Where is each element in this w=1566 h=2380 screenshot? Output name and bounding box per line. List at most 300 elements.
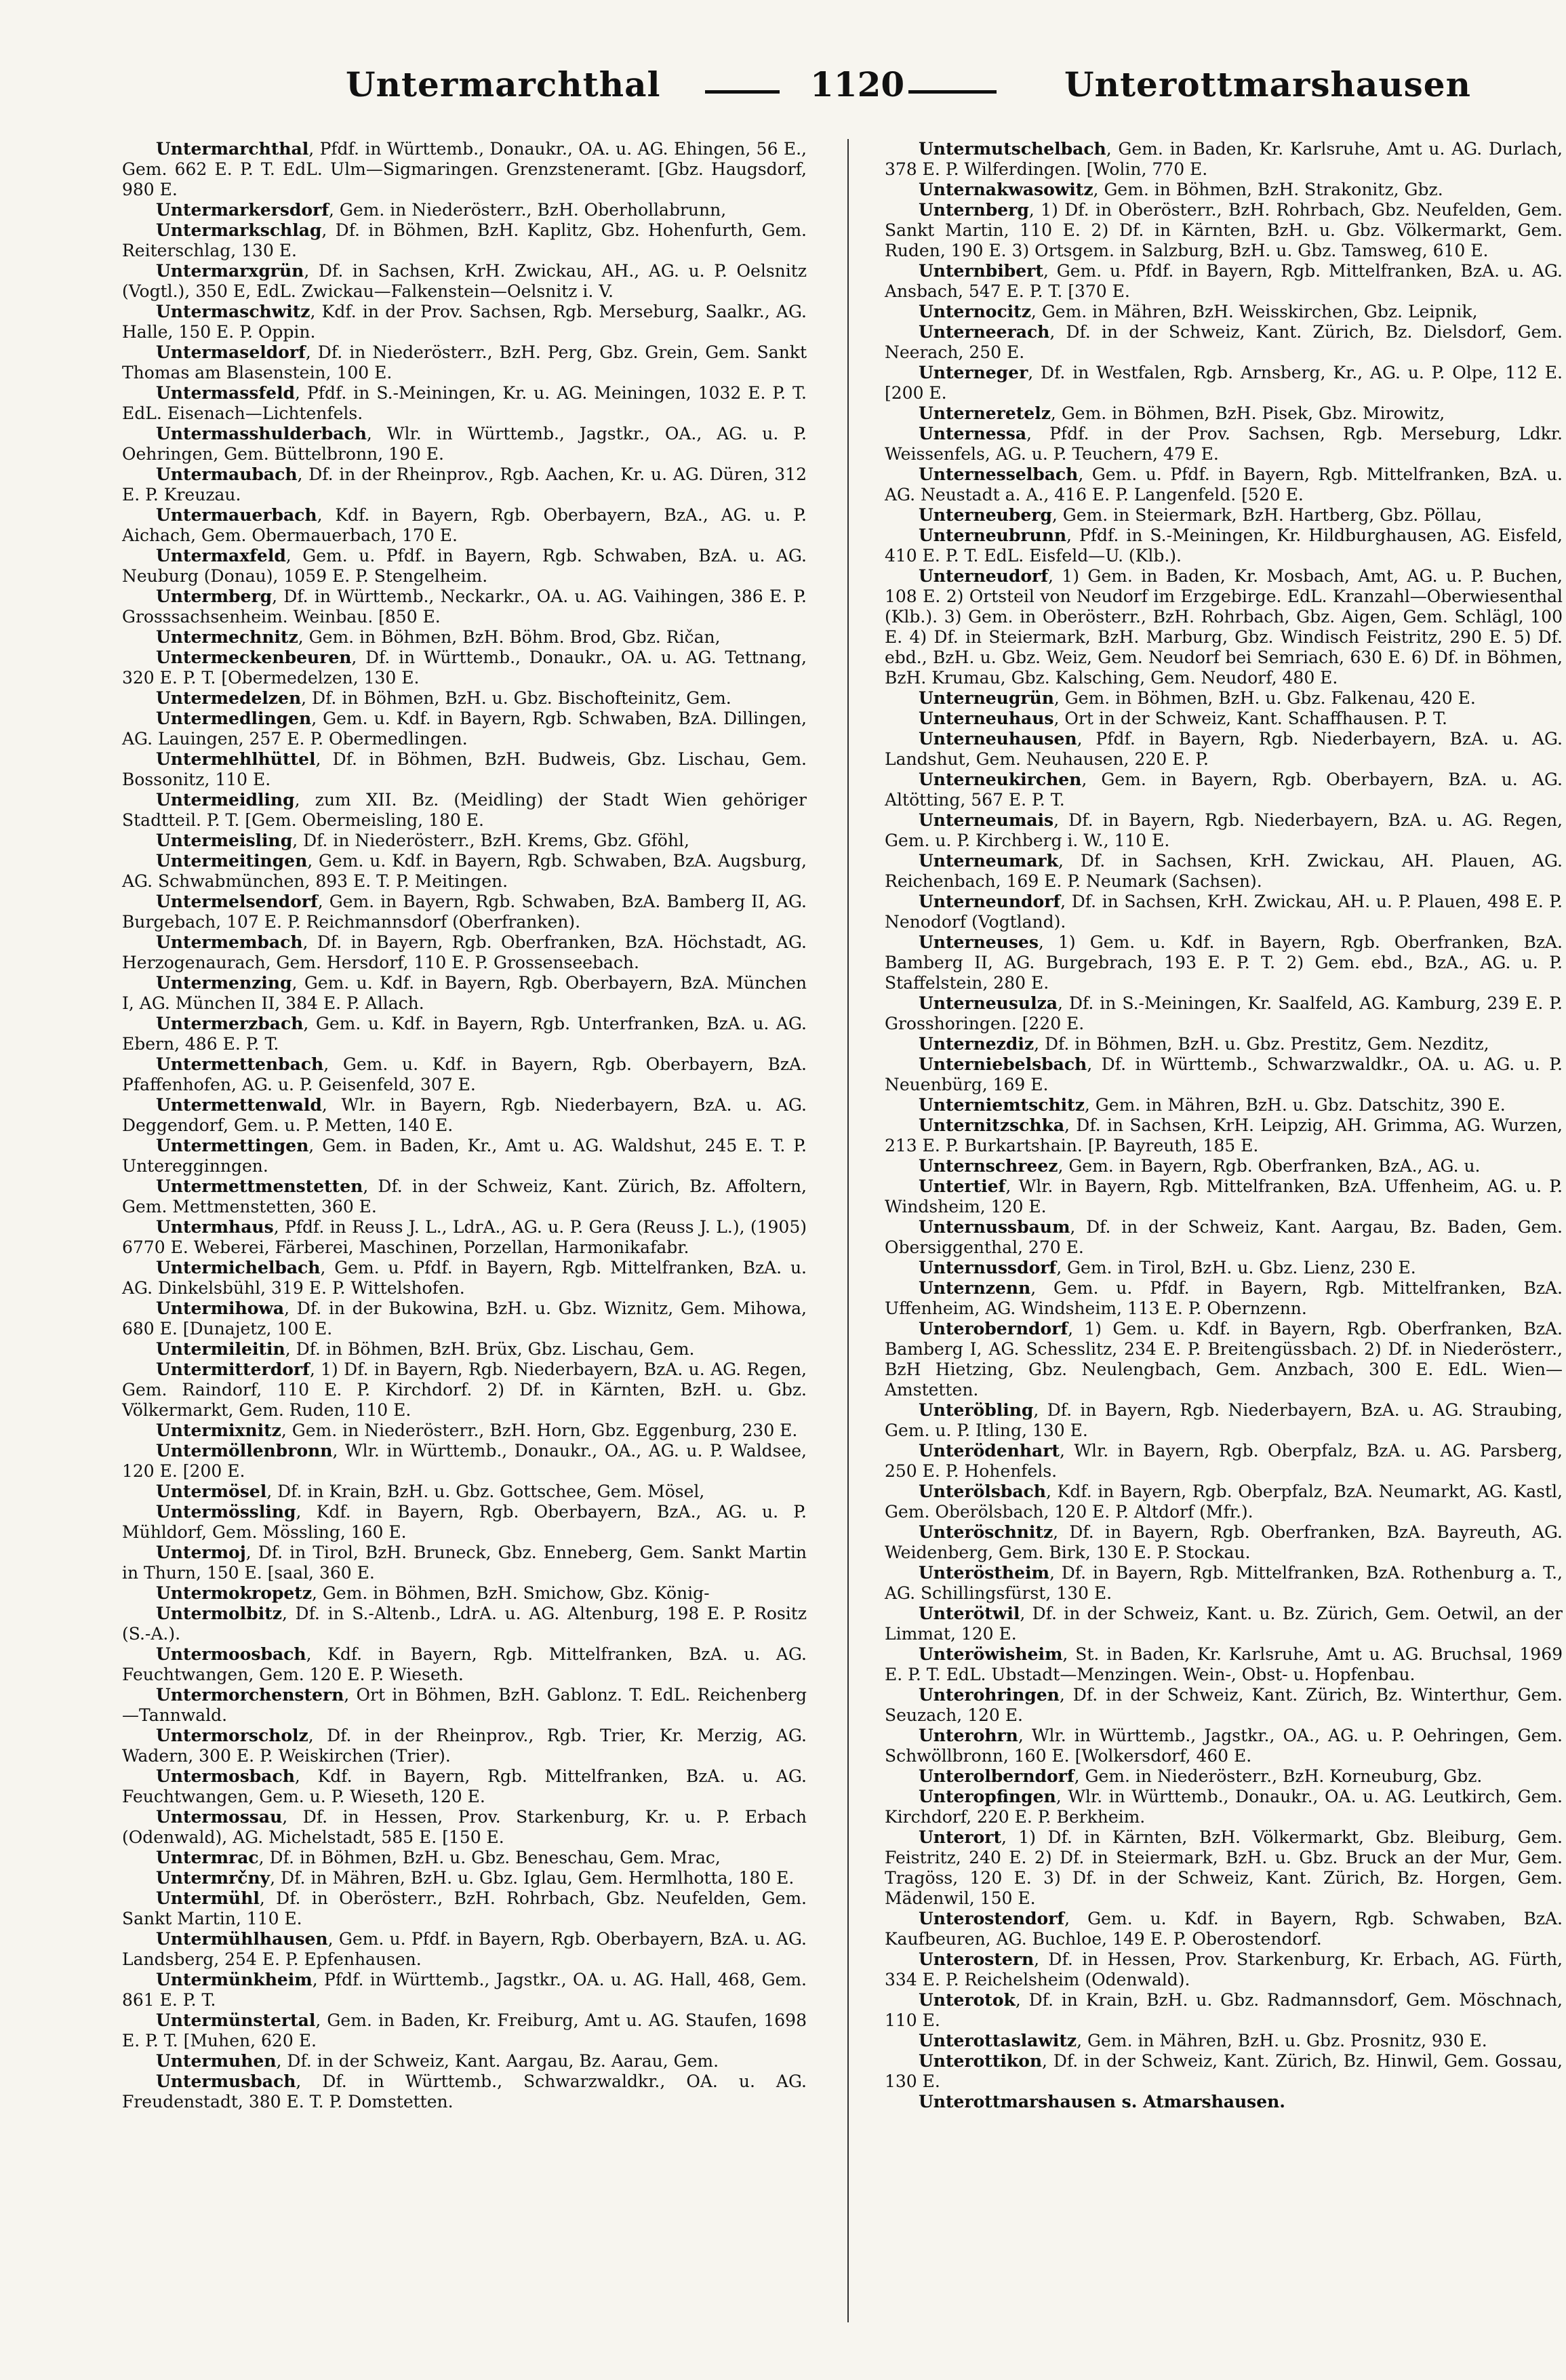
entry-text: , Kdf. in Bayern, Rgb. Oberbayern, BzA., AG. u. P. Mühldorf, Gem. Mössling, 160 E.	[122, 1502, 807, 1542]
entry-headword: Untermarkersdorf	[156, 200, 329, 220]
gazetteer-entry	[885, 1563, 1563, 1604]
column-divider	[847, 139, 849, 2322]
entry-headword: Unterohrn	[919, 1726, 1018, 1745]
entry-text: , Df. in Böhmen, BzH. u. Gbz. Prestitz, Gem. Nezditz,	[1034, 1034, 1489, 1054]
gazetteer-entry	[885, 729, 1563, 770]
gazetteer-entry	[885, 993, 1563, 1034]
entry-text: , 1) Df. in Oberösterr., BzH. Rohrbach, Gbz. Neufelden, Gem. Sankt Martin, 110 E. 2) Df. in Kärnten, BzH. u. Gbz. Völkermarkt, Gem. Ruden, 190 E. 3) Ortsgem. in Salzburg, BzH. u. Gbz. Tamsweg, 610 E.	[885, 200, 1563, 260]
gazetteer-entry	[122, 261, 807, 302]
gazetteer-entry	[122, 749, 807, 790]
gazetteer-entry	[885, 770, 1563, 810]
entry-text: , Df. in der Schweiz, Kant. Zürich, Bz. Hinwil, Gem. Gossau, 130 E.	[885, 2051, 1563, 2091]
entry-headword: Untermeckenbeuren	[156, 648, 352, 667]
entry-headword: Unterohringen	[919, 1685, 1060, 1705]
entry-text: , Df. in der Schweiz, Kant. Aargau, Bz. Baden, Gem. Obersiggenthal, 270 E.	[885, 1217, 1563, 1257]
gazetteer-entry	[885, 1441, 1563, 1482]
entry-text: , Pfdf. in S.-Meiningen, Kr. Hildburghausen, AG. Eisfeld, 410 E. P. T. EdL. Eisfeld—U. (Klb.).	[885, 525, 1563, 566]
gazetteer-entry	[122, 424, 807, 464]
entry-text: , Gem. u. Kdf. in Bayern, Rgb. Schwaben, BzA. Augsburg, AG. Schwabmünchen, 893 E. T. P. Meitingen.	[122, 851, 807, 891]
entry-headword: Untermberg	[156, 587, 273, 606]
gazetteer-entry	[885, 1604, 1563, 1644]
entry-headword: Unternzenn	[919, 1278, 1031, 1298]
gazetteer-entry	[885, 525, 1563, 566]
entry-text: , Gem. in Bayern, Rgb. Schwaben, BzA. Bamberg II, AG. Burgebach, 107 E. P. Reichmannsdorf (Oberfranken).	[122, 892, 807, 932]
gazetteer-entry	[885, 566, 1563, 688]
gazetteer-entry	[885, 1990, 1563, 2031]
entry-headword: Unteröschnitz	[919, 1522, 1053, 1542]
entry-text: , Df. in Böhmen, BzH. u. Gbz. Beneschau, Gem. Mrac,	[258, 1848, 721, 1867]
entry-text: , Kdf. in Bayern, Rgb. Mittelfranken, BzA. u. AG. Feuchtwangen, Gem. 120 E. P. Wieseth.	[122, 1644, 807, 1684]
gazetteer-entry	[885, 1685, 1563, 1726]
gazetteer-entry	[122, 2010, 807, 2051]
entry-headword: Untermössling	[156, 1502, 296, 1522]
entry-headword: Untermöllenbronn	[156, 1441, 333, 1461]
entry-headword: Untermoj	[156, 1543, 246, 1562]
entry-headword: Unterneuberg	[919, 505, 1052, 525]
gazetteer-entry	[122, 1807, 807, 1848]
entry-text: , Pfdf. in der Prov. Sachsen, Rgb. Merseburg, Ldkr. Weissenfels, AG. u. P. Teuchern, 479 E.	[885, 424, 1563, 464]
gazetteer-entry	[122, 587, 807, 627]
entry-text: , 1) Gem. u. Kdf. in Bayern, Rgb. Oberfranken, BzA. Bamberg II, AG. Burgebrach, 193 E. P. T. 2) Gem. ebd., BzA., AG. u. P. Staffelstein, 280 E.	[885, 932, 1563, 993]
gazetteer-entry	[122, 709, 807, 749]
entry-headword: Untermarchthal	[156, 139, 309, 159]
entry-headword: Untermorscholz	[156, 1726, 308, 1745]
entry-headword: Unterolberndorf	[919, 1766, 1075, 1786]
entry-headword: Unterottmarshausen s. Atmarshausen.	[919, 2092, 1285, 2111]
gazetteer-entry	[122, 688, 807, 709]
gazetteer-entry	[122, 1970, 807, 2010]
entry-text: , Df. in Tirol, BzH. Bruneck, Gbz. Enneberg, Gem. Sankt Martin in Thurn, 150 E. [saal, 360 E.	[122, 1543, 807, 1583]
entry-text: , Df. in Krain, BzH. u. Gbz. Radmannsdorf, Gem. Möschnach, 110 E.	[885, 1990, 1563, 2030]
entry-headword: Untermechnitz	[156, 627, 298, 647]
entry-text: , Df. in Sachsen, KrH. Zwickau, AH. Plauen, AG. Reichenbach, 169 E. P. Neumark (Sachsen).	[885, 851, 1563, 891]
entry-headword: Unteropfingen	[919, 1787, 1056, 1806]
page-header	[0, 64, 1566, 125]
entry-headword: Untermettenwald	[156, 1095, 322, 1115]
gazetteer-entry	[885, 1278, 1563, 1319]
entry-text: , Gem. in Niederösterr., BzH. Horn, Gbz. Eggenburg, 230 E.	[281, 1421, 798, 1440]
entry-text: , Wlr. in Bayern, Rgb. Oberpfalz, BzA. u. AG. Parsberg, 250 E. P. Hohenfels.	[885, 1441, 1563, 1481]
entry-text: , Kdf. in der Prov. Sachsen, Rgb. Merseburg, Saalkr., AG. Halle, 150 E. P. Oppin.	[122, 302, 807, 342]
gazetteer-entry	[885, 261, 1563, 302]
entry-text: , Kdf. in Bayern, Rgb. Oberbayern, BzA., AG. u. P. Aichach, Gem. Obermauerbach, 170 E.	[122, 505, 807, 545]
gazetteer-entry	[122, 1644, 807, 1685]
entry-text: , Wlr. in Bayern, Rgb. Mittelfranken, BzA. Uffenheim, AG. u. P. Windsheim, 120 E.	[885, 1176, 1563, 1216]
entry-text: , Gem. u. Pfdf. in Bayern, Rgb. Schwaben, BzA. u. AG. Neuburg (Donau), 1059 E. P. Stengelheim.	[122, 546, 807, 586]
entry-headword: Untermedelzen	[156, 688, 302, 708]
entry-headword: Untermelsendorf	[156, 892, 318, 911]
entry-text: , Gem. u. Pfdf. in Bayern, Rgb. Mittelfranken, BzA. u. AG. Dinkelsbühl, 319 E. P. Wittelshofen.	[122, 1258, 807, 1298]
entry-text: , Df. in Bayern, Rgb. Oberfranken, BzA. Höchstadt, AG. Herzogenaurach, Gem. Hersdorf, 110 E. P. Grossenseebach.	[122, 932, 807, 972]
entry-text: , Gem. u. Pfdf. in Bayern, Rgb. Mittelfranken, BzA. Uffenheim, AG. Windsheim, 113 E. P. Obernzenn.	[885, 1278, 1563, 1318]
gazetteer-entry	[122, 383, 807, 424]
entry-headword: Unteroberndorf	[919, 1319, 1068, 1338]
gazetteer-entry	[122, 220, 807, 261]
gazetteer-entry	[122, 2051, 807, 2071]
gazetteer-entry	[885, 1400, 1563, 1441]
entry-headword: Untermühlhausen	[156, 1929, 328, 1949]
entry-text: , Df. in der Schweiz, Kant. Zürich, Bz. Dielsdorf, Gem. Neerach, 250 E.	[885, 322, 1563, 362]
entry-headword: Untermaxfeld	[156, 546, 286, 566]
gazetteer-entry	[122, 1054, 807, 1095]
left-column	[122, 139, 807, 2112]
entry-headword: Untermeitingen	[156, 851, 308, 871]
entry-headword: Untermrac	[156, 1848, 259, 1867]
entry-text: , Wlr. in Württemb., Jagstkr., OA., AG. u. P. Oehringen, Gem. Schwöllbronn, 160 E. [Wolkersdorf, 460 E.	[885, 1726, 1563, 1766]
entry-headword: Untermehlhüttel	[156, 749, 316, 769]
gazetteer-entry	[122, 464, 807, 505]
entry-headword: Unterneugrün	[919, 688, 1054, 708]
entry-headword: Unternschreez	[919, 1156, 1058, 1176]
gazetteer-entry	[122, 1136, 807, 1176]
entry-headword: Untermileitin	[156, 1339, 285, 1359]
gazetteer-entry	[885, 688, 1563, 709]
entry-headword: Untermorchenstern	[156, 1685, 344, 1705]
entry-headword: Untermettenbach	[156, 1054, 324, 1074]
gazetteer-entry	[885, 1726, 1563, 1766]
gazetteer-entry	[885, 322, 1563, 363]
entry-text: , Pfdf. in Reuss J. L., LdrA., AG. u. P. Gera (Reuss J. L.), (1905) 6770 E. Weberei, Färberei, Maschinen, Porzellan, Harmonikafabr.	[122, 1217, 807, 1257]
entry-text: , Df. in Krain, BzH. u. Gbz. Gottschee, Gem. Mösel,	[266, 1482, 705, 1501]
entry-headword: Untermutschelbach	[919, 139, 1106, 159]
entry-headword: Unternussdorf	[919, 1258, 1057, 1277]
entry-text: , Df. in Bayern, Rgb. Mittelfranken, BzA. Rothenburg a. T., AG. Schillingsfürst, 130 E.	[885, 1563, 1563, 1603]
entry-headword: Unterottaslawitz	[919, 2031, 1077, 2050]
entry-headword: Untermauerbach	[156, 505, 317, 525]
entry-headword: Untermasshulderbach	[156, 424, 367, 443]
entry-headword: Untermünkheim	[156, 1970, 313, 1989]
entry-text: , Gem. u. Kdf. in Bayern, Rgb. Schwaben, BzA. Kaufbeuren, AG. Buchloe, 149 E. P. Oberostendorf.	[885, 1909, 1563, 1949]
entry-headword: Untermeisling	[156, 831, 293, 850]
entry-headword: Unterötwil	[919, 1604, 1020, 1623]
gazetteer-entry	[885, 810, 1563, 851]
entry-text: , St. in Baden, Kr. Karlsruhe, Amt u. AG. Bruchsal, 1969 E. P. T. EdL. Ubstadt—Menzingen. Wein-, Obst- u. Hopfenbau.	[885, 1644, 1563, 1684]
entry-text: , Kdf. in Bayern, Rgb. Mittelfranken, BzA. u. AG. Feuchtwangen, Gem. u. P. Wieseth, 120 E.	[122, 1766, 807, 1806]
gazetteer-entry	[885, 1054, 1563, 1095]
entry-headword: Unterottikon	[919, 2051, 1043, 2071]
gazetteer-entry	[885, 709, 1563, 729]
entry-text: , Df. in Sachsen, KrH. Leipzig, AH. Grimma, AG. Wurzen, 213 E. P. Burkartshain. [P. Bayreuth, 185 E.	[885, 1115, 1563, 1155]
entry-text: , Df. in Mähren, BzH. u. Gbz. Iglau, Gem. Hermlhotta, 180 E.	[270, 1868, 795, 1888]
entry-headword: Unternesselbach	[919, 464, 1079, 484]
entry-headword: Unternbibert	[919, 261, 1043, 281]
entry-text: , Gem. in Niederösterr., BzH. Oberhollabrunn,	[328, 200, 727, 220]
gazetteer-entry	[885, 1095, 1563, 1115]
entry-headword: Untermrčny	[156, 1868, 270, 1888]
entry-text: , Gem. in Tirol, BzH. u. Gbz. Lienz, 230 E.	[1056, 1258, 1416, 1277]
entry-headword: Untermihowa	[156, 1298, 285, 1318]
entry-headword: Untermassfeld	[156, 383, 296, 403]
gazetteer-entry	[885, 932, 1563, 993]
entry-headword: Unterniebelsbach	[919, 1054, 1087, 1074]
entry-text: , Df. in Sachsen, KrH. Zwickau, AH. u. P. Plauen, 498 E. P. Nenodorf (Vogtland).	[885, 892, 1563, 932]
entry-text: , Gem. u. Kdf. in Bayern, Rgb. Schwaben, BzA. Dillingen, AG. Lauingen, 257 E. P. Obermedlingen.	[122, 709, 807, 749]
gazetteer-entry	[122, 342, 807, 383]
gazetteer-entry	[122, 2071, 807, 2112]
entry-text: , Gem. in Steiermark, BzH. Hartberg, Gbz. Pöllau,	[1051, 505, 1482, 525]
entry-text: , Gem. in Böhmen, BzH. Pisek, Gbz. Mirowitz,	[1050, 403, 1445, 423]
entry-headword: Unterotok	[919, 1990, 1016, 2010]
gazetteer-entry	[885, 1034, 1563, 1054]
entry-headword: Unterneubrunn	[919, 525, 1067, 545]
gazetteer-entry	[885, 200, 1563, 261]
gazetteer-entry	[885, 1217, 1563, 1258]
gazetteer-entry	[885, 302, 1563, 322]
entry-text: , 1) Gem. in Baden, Kr. Mosbach, Amt, AG. u. P. Buchen, 108 E. 2) Ortsteil von Neudorf im Erzgebirge. EdL. Kranzahl—Oberwiesenthal (Klb.). 3) Gem. in Oberösterr., BzH. Rohrbach, Gbz. Aigen, Gem. Schlägl, 100 E. 4) Df. in Steiermark, BzH. Marburg, Gbz. Windisch Feistritz, 290 E. 5) Df. ebd., BzH. u. Gbz. Weiz, Gem. Neudorf bei Semriach, 630 E. 6) Df. in Böhmen, BzH. Krumau, Gbz. Kalsching, Gem. Neudorf, 480 E.	[885, 566, 1563, 688]
entry-headword: Unternakwasowitz	[919, 180, 1093, 199]
entry-headword: Untermokropetz	[156, 1583, 313, 1603]
gazetteer-entry	[885, 1176, 1563, 1217]
header-dash-right	[908, 90, 997, 94]
gazetteer-entry	[122, 1848, 807, 1868]
running-head-left: Untermarchthal	[346, 64, 661, 104]
entry-text: , Gem. u. Pfdf. in Bayern, Rgb. Oberbayern, BzA. u. AG. Landsberg, 254 E. P. Epfenhausen.	[122, 1929, 807, 1969]
entry-headword: Unterneretelz	[919, 403, 1051, 423]
entry-text: , Df. in der Schweiz, Kant. Aargau, Bz. Aarau, Gem.	[276, 2051, 719, 2071]
gazetteer-entry	[885, 1156, 1563, 1176]
entry-headword: Unterölsbach	[919, 1482, 1046, 1501]
gazetteer-entry	[122, 1604, 807, 1644]
entry-headword: Unternocitz	[919, 302, 1031, 321]
gazetteer-entry	[885, 1766, 1563, 1787]
gazetteer-entry	[885, 1115, 1563, 1156]
entry-headword: Unterneumais	[919, 810, 1054, 830]
entry-headword: Unterneuses	[919, 932, 1039, 952]
gazetteer-entry	[122, 1543, 807, 1583]
entry-headword: Untermösel	[156, 1482, 267, 1501]
gazetteer-entry	[885, 892, 1563, 932]
entry-headword: Unterneudorf	[919, 566, 1048, 586]
gazetteer-entry	[885, 505, 1563, 525]
entry-text: , Pfdf. in Bayern, Rgb. Niederbayern, BzA. u. AG. Landshut, Gem. Neuhausen, 220 E. P.	[885, 729, 1563, 769]
gazetteer-entry	[122, 1766, 807, 1807]
entry-text: , 1) Df. in Bayern, Rgb. Niederbayern, BzA. u. AG. Regen, Gem. Raindorf, 110 E. P. Kirchdorf. 2) Df. in Kärnten, BzH. u. Gbz. Völkermarkt, Gem. Ruden, 110 E.	[122, 1360, 807, 1420]
gazetteer-entry	[122, 1258, 807, 1298]
entry-headword: Unterort	[919, 1827, 1001, 1847]
gazetteer-entry	[122, 1888, 807, 1929]
entry-text: , Df. in S.-Altenb., LdrA. u. AG. Altenburg, 198 E. P. Rositz (S.-A.).	[122, 1604, 807, 1644]
entry-text: , Df. in Böhmen, BzH. Kaplitz, Gbz. Hohenfurth, Gem. Reiterschlag, 130 E.	[122, 220, 807, 260]
entry-text: , Gem. u. Kdf. in Bayern, Rgb. Oberbayern, BzA. Pfaffenhofen, AG. u. P. Geisenfeld, 307 E.	[122, 1054, 807, 1094]
entry-headword: Untermerzbach	[156, 1014, 304, 1033]
gazetteer-entry	[885, 403, 1563, 424]
entry-text: , Gem. in Baden, Kr., Amt u. AG. Waldshut, 245 E. T. P. Unteregginngen.	[122, 1136, 807, 1176]
entry-text: , Pfdf. in S.-Meiningen, Kr. u. AG. Meiningen, 1032 E. P. T. EdL. Eisenach—Lichtenfels.	[122, 383, 807, 423]
entry-headword: Unternberg	[919, 200, 1029, 220]
entry-text: , Df. in der Rheinprov., Rgb. Aachen, Kr. u. AG. Düren, 312 E. P. Kreuzau.	[122, 464, 807, 504]
entry-headword: Unteröbling	[919, 1400, 1034, 1420]
entry-headword: Untermhaus	[156, 1217, 274, 1237]
entry-headword: Untermarkschlag	[156, 220, 322, 240]
entry-headword: Untermühl	[156, 1888, 260, 1908]
entry-headword: Unteröwisheim	[919, 1644, 1063, 1664]
entry-headword: Unterneger	[919, 363, 1028, 382]
entry-headword: Untermusbach	[156, 2071, 296, 2091]
gazetteer-entry	[885, 464, 1563, 505]
gazetteer-entry	[885, 1522, 1563, 1563]
entry-text: , Df. in Niederösterr., BzH. Krems, Gbz. Gföhl,	[292, 831, 690, 850]
entry-text: , Df. in Hessen, Prov. Starkenburg, Kr. Erbach, AG. Fürth, 334 E. P. Reichelsheim (Odenwald).	[885, 1949, 1563, 1989]
entry-text: , Ort in der Schweiz, Kant. Schaffhausen. P. T.	[1053, 709, 1447, 728]
gazetteer-entry	[885, 139, 1563, 180]
entry-text: , Pfdf. in Württemb., Jagstkr., OA. u. AG. Hall, 468, Gem. 861 E. P. T.	[122, 1970, 807, 2010]
entry-headword: Unteröstheim	[919, 1563, 1049, 1583]
entry-text: , Df. in der Schweiz, Kant. u. Bz. Zürich, Gem. Oetwil, an der Limmat, 120 E.	[885, 1604, 1563, 1644]
entry-text: , Gem. in Bayern, Rgb. Oberfranken, BzA., AG. u.	[1058, 1156, 1481, 1176]
entry-text: , Df. in Württemb., Schwarzwaldkr., OA. u. AG. Freudenstadt, 380 E. T. P. Domstetten.	[122, 2071, 807, 2111]
page-number: 1120	[810, 64, 905, 104]
gazetteer-entry	[885, 1644, 1563, 1685]
entry-text: , Df. in Württemb., Neckarkr., OA. u. AG. Vaihingen, 386 E. P. Grosssachsenheim. Weinbau. [850 E.	[122, 587, 807, 627]
entry-headword: Unternitzschka	[919, 1115, 1065, 1135]
gazetteer-entry	[122, 1421, 807, 1441]
entry-text: , Gem. in Böhmen, BzH. u. Gbz. Falkenau, 420 E.	[1053, 688, 1476, 708]
entry-text: , Gem. in Bayern, Rgb. Oberbayern, BzA. u. AG. Altötting, 567 E. P. T.	[885, 770, 1563, 810]
gazetteer-entry	[122, 790, 807, 831]
entry-headword: Untermeidling	[156, 790, 295, 810]
gazetteer-entry	[122, 1868, 807, 1888]
entry-text: , Df. in der Schweiz, Kant. Zürich, Bz. Winterthur, Gem. Seuzach, 120 E.	[885, 1685, 1563, 1725]
entry-headword: Unterneerach	[919, 322, 1050, 342]
entry-text: , Df. in Böhmen, BzH. u. Gbz. Bischofteinitz, Gem.	[301, 688, 731, 708]
gazetteer-entry	[122, 1502, 807, 1543]
entry-text: , Gem. in Mähren, BzH. u. Gbz. Prosnitz, 930 E.	[1077, 2031, 1487, 2050]
gazetteer-entry	[122, 892, 807, 932]
running-head-right: Unterottmarshausen	[1064, 64, 1471, 104]
entry-text: , 1) Gem. u. Kdf. in Bayern, Rgb. Oberfranken, BzA. Bamberg I, AG. Schesslitz, 234 E. P. Breitengüssbach. 2) Df. in Niederösterr., BzH Hietzing, Gbz. Neulengbach, Gem. Anzbach, 300 E. EdL. Wien—Amstetten.	[885, 1319, 1563, 1400]
gazetteer-entry	[122, 546, 807, 587]
entry-headword: Untermichelbach	[156, 1258, 321, 1277]
gazetteer-entry	[885, 1258, 1563, 1278]
gazetteer-entry	[122, 1014, 807, 1054]
entry-text: , Df. in der Rheinprov., Rgb. Trier, Kr. Merzig, AG. Wadern, 300 E. P. Weiskirchen (Trier).	[122, 1726, 807, 1766]
entry-text: , Kdf. in Bayern, Rgb. Oberpfalz, BzA. Neumarkt, AG. Kastl, Gem. Oberölsbach, 120 E. P. Altdorf (Mfr.).	[885, 1482, 1563, 1522]
gazetteer-entry	[885, 180, 1563, 200]
gazetteer-entry	[122, 831, 807, 851]
entry-headword: Unterostendorf	[919, 1909, 1065, 1928]
gazetteer-entry	[122, 851, 807, 892]
gazetteer-entry	[122, 139, 807, 200]
gazetteer-entry	[885, 1949, 1563, 1990]
entry-text: , Df. in der Schweiz, Kant. Zürich, Bz. Affoltern, Gem. Mettmenstetten, 360 E.	[122, 1176, 807, 1216]
entry-headword: Untermaschwitz	[156, 302, 310, 321]
gazetteer-entry	[122, 1441, 807, 1482]
gazetteer-entry	[122, 1685, 807, 1726]
entry-headword: Untermaubach	[156, 464, 298, 484]
entry-headword: Unternessa	[919, 424, 1027, 443]
gazetteer-entry	[885, 851, 1563, 892]
gazetteer-entry	[122, 1176, 807, 1217]
entry-text: , Gem. u. Kdf. in Bayern, Rgb. Unterfranken, BzA. u. AG. Ebern, 486 E. P. T.	[122, 1014, 807, 1054]
entry-text: , Df. in S.-Meiningen, Kr. Saalfeld, AG. Kamburg, 239 E. P. Grosshoringen. [220 E.	[885, 993, 1563, 1033]
entry-headword: Unterneumark	[919, 851, 1059, 871]
entry-text: , 1) Df. in Kärnten, BzH. Völkermarkt, Gbz. Bleiburg, Gem. Feistritz, 240 E. 2) Df. in Steiermark, BzH. u. Gbz. Bruck an der Mur, Gem. Tragöss, 120 E. 3) Df. in der Schweiz, Kant. Zürich, Bz. Horgen, Gem. Mädenwil, 150 E.	[885, 1827, 1563, 1908]
entry-text: , Pfdf. in Württemb., Donaukr., OA. u. AG. Ehingen, 56 E., Gem. 662 E. P. T. EdL. Ulm—Sigmaringen. Grenzsteneramt. [Gbz. Haugsdorf, 980 E.	[122, 139, 807, 199]
entry-headword: Unterneukirchen	[919, 770, 1082, 789]
gazetteer-entry	[122, 200, 807, 220]
entry-headword: Unternezdiz	[919, 1034, 1035, 1054]
gazetteer-entry	[122, 1339, 807, 1360]
gazetteer-entry	[885, 1482, 1563, 1522]
gazetteer-entry	[885, 363, 1563, 403]
gazetteer-entry	[885, 1909, 1563, 1949]
gazetteer-entry	[122, 648, 807, 688]
entry-text: , Gem. in Mähren, BzH. u. Gbz. Datschitz, 390 E.	[1084, 1095, 1506, 1115]
entry-headword: Unterneuhaus	[919, 709, 1054, 728]
entry-headword: Untermoosbach	[156, 1644, 306, 1664]
entry-headword: Untermuhen	[156, 2051, 277, 2071]
gazetteer-entry	[122, 1217, 807, 1258]
right-column	[885, 139, 1563, 2112]
entry-headword: Unternussbaum	[919, 1217, 1070, 1237]
gazetteer-entry	[122, 505, 807, 546]
gazetteer-entry	[122, 1583, 807, 1604]
entry-text: , Gem. in Böhmen, BzH. Strakonitz, Gbz.	[1093, 180, 1443, 199]
entry-text: , Gem. in Baden, Kr. Karlsruhe, Amt u. AG. Durlach, 378 E. P. Wilferdingen. [Wolin, 770 E.	[885, 139, 1563, 179]
entry-text: , Gem. u. Pfdf. in Bayern, Rgb. Mittelfranken, BzA. u. AG. Neustadt a. A., 416 E. P. Langenfeld. [520 E.	[885, 464, 1563, 504]
entry-headword: Unterödenhart	[919, 1441, 1060, 1461]
entry-text: , Df. in Sachsen, KrH. Zwickau, AH., AG. u. P. Oelsnitz (Vogtl.), 350 E, EdL. Zwickau—Falkenstein—Oelsnitz i. V.	[122, 261, 807, 301]
entry-text: , zum XII. Bz. (Meidling) der Stadt Wien gehöriger Stadtteil. P. T. [Gem. Obermeisling, 180 E.	[122, 790, 807, 830]
entry-text: , Df. in Bayern, Rgb. Niederbayern, BzA. u. AG. Regen, Gem. u. P. Kirchberg i. W., 110 E.	[885, 810, 1563, 850]
entry-headword: Unterneuhausen	[919, 729, 1077, 749]
entry-text: , Df. in Württemb., Schwarzwaldkr., OA. u. AG. u. P. Neuenbürg, 169 E.	[885, 1054, 1563, 1094]
gazetteer-entry	[122, 1726, 807, 1766]
entry-text: , Df. in Hessen, Prov. Starkenburg, Kr. u. P. Erbach (Odenwald), AG. Michelstadt, 585 E. [150 E.	[122, 1807, 807, 1847]
gazetteer-entry	[122, 1298, 807, 1339]
entry-headword: Untermedlingen	[156, 709, 312, 728]
entry-text: , Df. in Böhmen, BzH. Budweis, Gbz. Lischau, Gem. Bossonitz, 110 E.	[122, 749, 807, 789]
entry-text: , Gem. in Niederösterr., BzH. Korneuburg, Gbz.	[1074, 1766, 1483, 1786]
entry-headword: Untermossau	[156, 1807, 283, 1827]
entry-headword: Unterneusulza	[919, 993, 1058, 1013]
entry-text: , Df. in Oberösterr., BzH. Rohrbach, Gbz. Neufelden, Gem. Sankt Martin, 110 E.	[122, 1888, 807, 1928]
entry-text: , Wlr. in Württemb., Jagstkr., OA., AG. u. P. Oehringen, Gem. Büttelbronn, 190 E.	[122, 424, 807, 464]
entry-text: , Gem. in Böhmen, BzH. Böhm. Brod, Gbz. Ričan,	[298, 627, 721, 647]
gazetteer-entry	[885, 1787, 1563, 1827]
entry-text: , Gem. in Mähren, BzH. Weisskirchen, Gbz. Leipnik,	[1030, 302, 1478, 321]
entry-headword: Untermünstertal	[156, 2010, 316, 2030]
entry-text: , Wlr. in Württemb., Donaukr., OA., AG. u. P. Waldsee, 120 E. [200 E.	[122, 1441, 807, 1481]
entry-text: , Df. in Bayern, Rgb. Niederbayern, BzA. u. AG. Straubing, Gem. u. P. Itling, 130 E.	[885, 1400, 1563, 1440]
entry-text: , Gem. in Böhmen, BzH. Smichow, Gbz. König-	[312, 1583, 710, 1603]
entry-headword: Untermenzing	[156, 973, 292, 993]
gazetteer-entry	[122, 1482, 807, 1502]
gazetteer-entry	[122, 932, 807, 973]
entry-headword: Untertief	[919, 1176, 1006, 1196]
gazetteer-entry	[885, 2051, 1563, 2092]
gazetteer-entry	[885, 2031, 1563, 2051]
entry-text: , Ort in Böhmen, BzH. Gablonz. T. EdL. Reichenberg—Tannwald.	[122, 1685, 807, 1725]
entry-text: , Df. in Böhmen, BzH. Brüx, Gbz. Lischau, Gem.	[285, 1339, 695, 1359]
entry-headword: Untermaseldorf	[156, 342, 306, 362]
entry-headword: Untermettingen	[156, 1136, 309, 1155]
entry-text: , Wlr. in Württemb., Donaukr., OA. u. AG. Leutkirch, Gem. Kirchdorf, 220 E. P. Berkheim.	[885, 1787, 1563, 1827]
entry-headword: Untermosbach	[156, 1766, 295, 1786]
entry-headword: Untermitterdorf	[156, 1360, 310, 1379]
entry-headword: Untermolbitz	[156, 1604, 282, 1623]
gazetteer-entry	[122, 627, 807, 648]
entry-text: , Gem. u. Pfdf. in Bayern, Rgb. Mittelfranken, BzA. u. AG. Ansbach, 547 E. P. T. [370 E.	[885, 261, 1563, 301]
gazetteer-entry	[885, 424, 1563, 464]
gazetteer-entry	[122, 1929, 807, 1970]
gazetteer-entry	[885, 2092, 1563, 2112]
gazetteer-entry	[885, 1827, 1563, 1909]
entry-text: , Df. in Westfalen, Rgb. Arnsberg, Kr., AG. u. P. Olpe, 112 E. [200 E.	[885, 363, 1563, 403]
gazetteer-entry	[885, 1319, 1563, 1400]
entry-text: , Gem. u. Kdf. in Bayern, Rgb. Oberbayern, BzA. München I, AG. München II, 384 E. P. Allach.	[122, 973, 807, 1013]
entry-headword: Unterostern	[919, 1949, 1035, 1969]
